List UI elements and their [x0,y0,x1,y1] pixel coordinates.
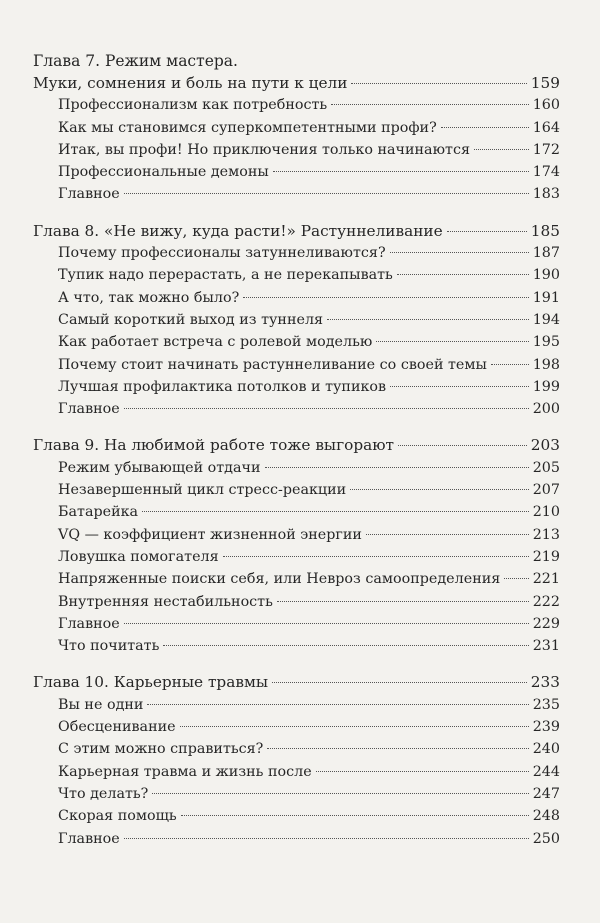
toc-entry [33,738,560,760]
toc-entry [33,331,560,353]
dot-leader [474,149,529,150]
dot-leader [265,467,529,468]
dot-leader [366,534,529,535]
toc-entry [33,761,560,783]
chapter-page: 203 [530,436,560,455]
entry-page: 187 [532,245,560,262]
dot-leader [277,601,529,602]
dot-leader [124,193,529,194]
entry-page: 221 [532,571,560,588]
entry-title: Напряженные поиски себя, или Невроз самоопределения [58,571,501,588]
toc-entry [33,524,560,546]
entry-page: 195 [532,334,560,351]
entry-page: 248 [532,808,560,825]
toc-entry [33,72,560,94]
entry-title: Ловушка помогателя [58,548,219,565]
entry-page: 190 [532,267,560,284]
dot-leader [243,297,528,298]
toc-entry [33,139,560,161]
chapter-heading-line [33,434,560,456]
toc-entry [33,805,560,827]
toc-entry [33,716,560,738]
dot-leader [504,578,528,579]
chapter-heading: Глава 9. На любимой работе тоже выгорают [33,436,395,455]
entry-page: 205 [532,459,560,476]
toc-entry [33,161,560,183]
toc-entry [33,591,560,613]
dot-leader [327,319,529,320]
chapter-heading-line [33,220,560,242]
toc-entry [33,398,560,420]
dot-leader [390,386,529,387]
entry-page: 191 [532,289,560,306]
entry-title: Главное [58,401,120,418]
entry-page: 200 [532,401,560,418]
toc-entry [33,287,560,309]
dot-leader [397,274,529,275]
dot-leader [124,408,529,409]
chapter-7 [33,50,560,206]
entry-page: 210 [532,504,560,521]
entry-title: Почему профессионалы затуннеливаются? [58,245,386,262]
entry-page: 235 [532,696,560,713]
entry-title: Итак, вы профи! Но приключения только начинаются [58,141,470,158]
dot-leader [124,838,529,839]
dot-leader [376,341,528,342]
toc-entry [33,568,560,590]
toc-entry [33,376,560,398]
entry-title: Что делать? [58,785,149,802]
toc-entry [33,457,560,479]
entry-page: 207 [532,482,560,499]
entry-title: Главное [58,615,120,632]
toc-entry [33,694,560,716]
entry-title: Карьерная травма и жизнь после [58,763,312,780]
entry-page: 174 [532,164,560,181]
entry-page: 183 [532,186,560,203]
entry-title: Что почитать [58,638,160,655]
entry-title: Лучшая профилактика потолков и тупиков [58,378,387,395]
toc-entry [33,242,560,264]
entry-title: Как мы становимся суперкомпетентными профи? [58,119,437,136]
entry-title: Режим убывающей отдачи [58,459,261,476]
entry-title: Обесценивание [58,719,176,736]
entry-title: Муки, сомнения и боль на пути к цели [33,74,348,92]
dot-leader [181,815,529,816]
entry-page: 172 [532,141,560,158]
chapter-page: 233 [530,673,560,692]
chapter-heading: Глава 10. Карьерные травмы [33,673,269,692]
entry-page: 240 [532,741,560,758]
dot-leader [163,645,528,646]
chapter-heading-line [33,671,560,693]
chapter-page: 185 [530,221,560,240]
entry-page: 247 [532,785,560,802]
entry-title: Скорая помощь [58,808,177,825]
dot-leader [180,726,529,727]
dot-leader [351,83,526,84]
entry-title: Батарейка [58,504,139,521]
toc-entry [33,309,560,331]
entry-page: 198 [532,356,560,373]
entry-title: Незавершенный цикл стресс-реакции [58,482,347,499]
toc-entry [33,783,560,805]
entry-title: Профессиональные демоны [58,164,269,181]
chapter-8 [33,220,560,421]
toc-entry [33,479,560,501]
dot-leader [267,748,528,749]
toc-entry [33,546,560,568]
dot-leader [124,623,529,624]
entry-page: 244 [532,763,560,780]
dot-leader [491,364,529,365]
chapter-heading: Глава 8. «Не вижу, куда расти!» Растуннеливание [33,221,443,240]
entry-page: 213 [532,526,560,543]
entry-page: 250 [532,830,560,847]
entry-title: А что, так можно было? [58,289,240,306]
toc-entry [33,354,560,376]
dot-leader [142,511,529,512]
toc-entry [33,635,560,657]
entry-page: 194 [532,311,560,328]
toc-entry [33,613,560,635]
entry-page: 239 [532,719,560,736]
entry-title: VQ — коэффициент жизненной энергии [58,526,362,543]
dot-leader [441,127,529,128]
entry-title: С этим можно справиться? [58,741,264,758]
toc-entry [33,264,560,286]
entry-title: Вы не одни [58,696,144,713]
dot-leader [273,171,529,172]
entry-title: Как работает встреча с ролевой моделью [58,334,373,351]
dot-leader [447,231,527,232]
dot-leader [272,682,527,683]
entry-title: Главное [58,186,120,203]
entry-page: 199 [532,378,560,395]
entry-title: Главное [58,830,120,847]
entry-title: Профессионализм как потребность [58,97,328,114]
entry-page: 219 [532,548,560,565]
dot-leader [398,445,527,446]
toc-entry [33,94,560,116]
entry-page: 231 [532,638,560,655]
chapter-heading: Глава 7. Режим мастера. [33,52,238,70]
entry-page: 222 [532,593,560,610]
entry-title: Почему стоит начинать растуннеливание со своей темы [58,356,487,373]
chapter-9 [33,434,560,657]
chapter-10 [33,671,560,849]
toc-entry [33,183,560,205]
entry-page: 229 [532,615,560,632]
entry-page: 164 [532,119,560,136]
dot-leader [390,252,529,253]
dot-leader [223,556,529,557]
dot-leader [152,793,528,794]
toc-entry [33,501,560,523]
dot-leader [147,704,528,705]
entry-title: Внутренняя нестабильность [58,593,273,610]
entry-page: 159 [530,74,560,92]
entry-title: Тупик надо перерастать, а не перекапывать [58,267,393,284]
dot-leader [350,489,529,490]
entry-page: 160 [532,97,560,114]
dot-leader [331,104,529,105]
entry-title: Самый короткий выход из туннеля [58,311,324,328]
toc-entry [33,117,560,139]
dot-leader [316,771,529,772]
toc-entry [33,828,560,850]
